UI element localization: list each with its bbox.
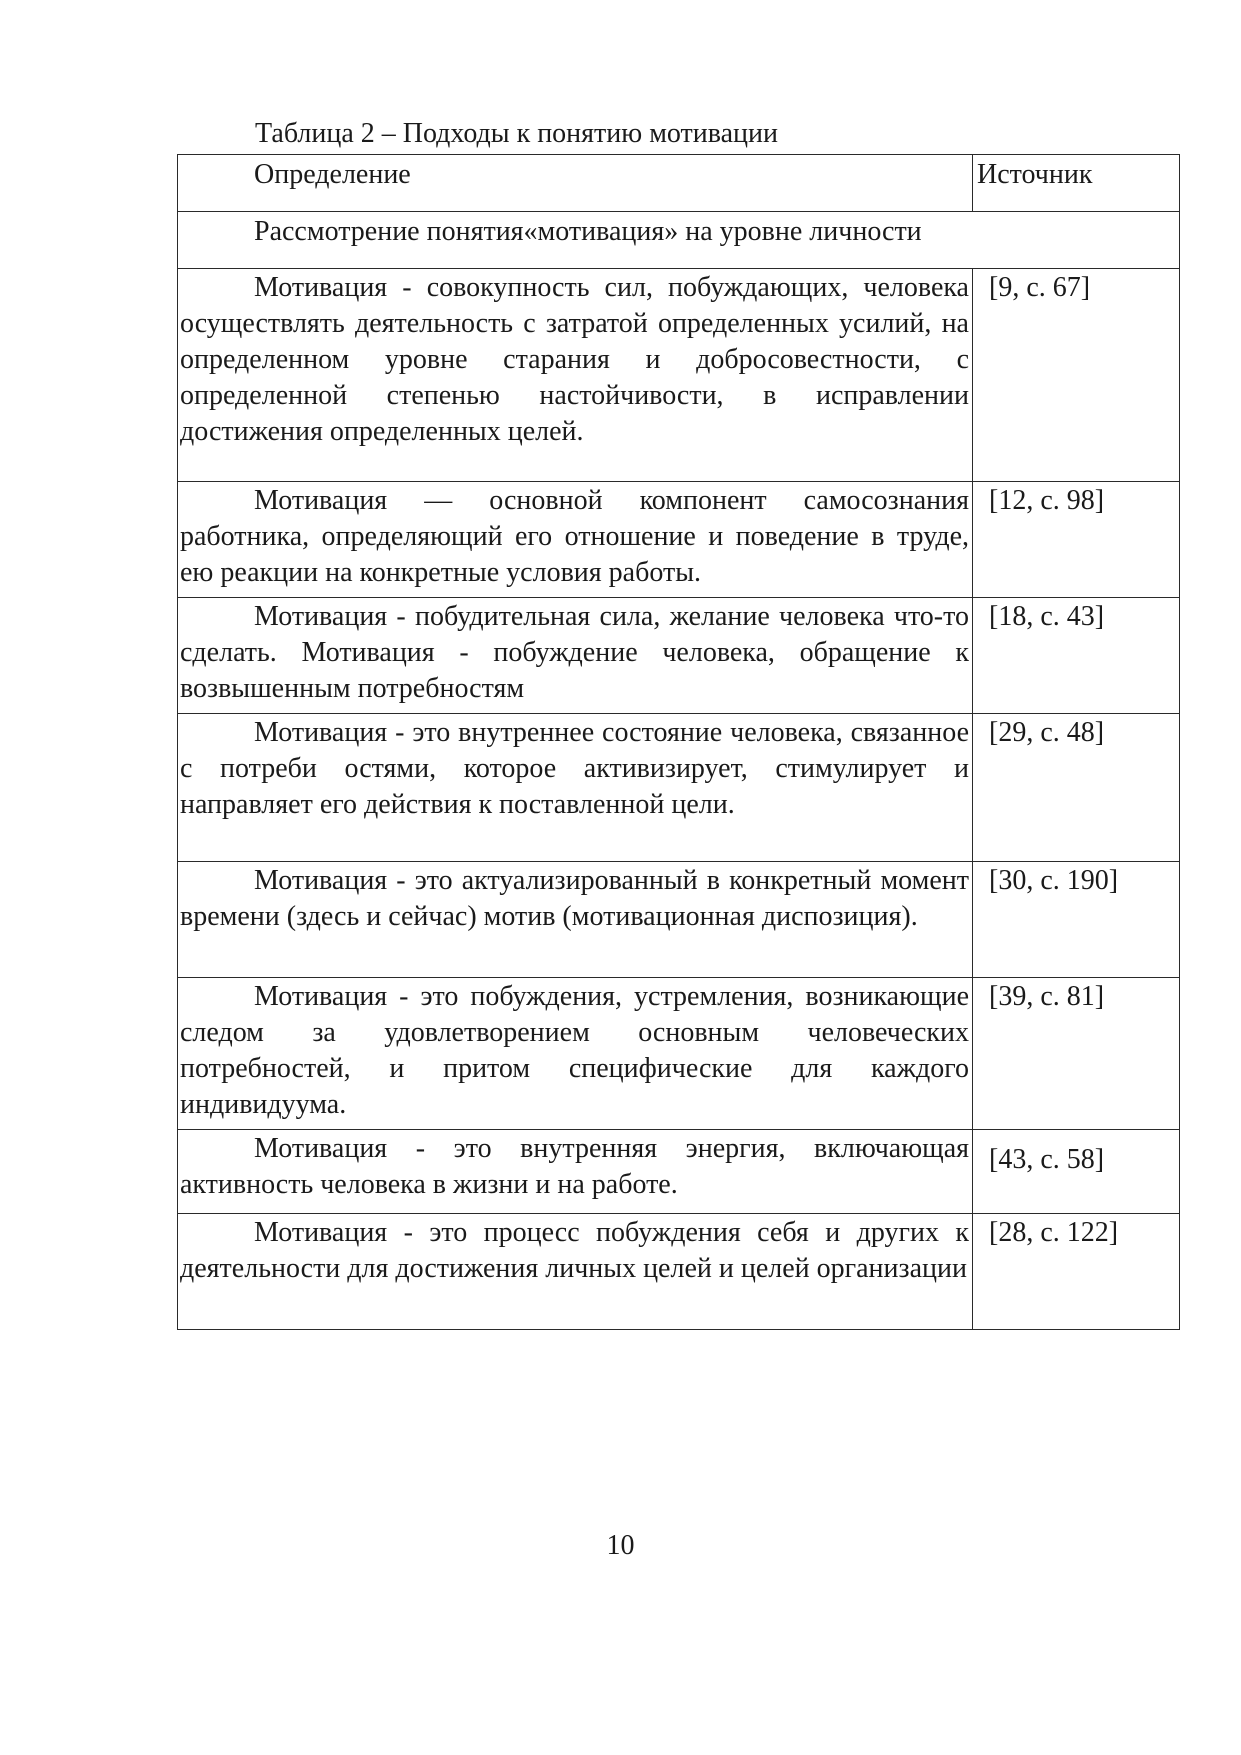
section-title: Рассмотрение понятия«мотивация» на уровне личности <box>178 212 1180 269</box>
definition-cell: Мотивация - это внутреннее состояние человека, связанное с потреби остями, которое активизирует, стимулирует и направляет его действия к поставленной цели. <box>178 714 973 862</box>
definition-cell: Мотивация - это побуждения, устремления, возникающие следом за удовлетворением основным человеческих потребностей, и притом специфические для каждого индивидуума. <box>178 978 973 1130</box>
table-row <box>178 862 1180 978</box>
definition-cell: Мотивация - это актуализированный в конкретный момент времени (здесь и сейчас) мотив (мотивационная диспозиция). <box>178 862 973 978</box>
source-cell: [9, с. 67] <box>973 269 1180 482</box>
source-cell: [39, с. 81] <box>973 978 1180 1130</box>
source-cell: [30, с. 190] <box>973 862 1180 978</box>
table-caption: Таблица 2 – Подходы к понятию мотивации <box>255 118 778 149</box>
definition-cell: Мотивация - это процесс побуждения себя и других к деятельности для достижения личных целей и целей организации <box>178 1214 973 1330</box>
header-source: Источник <box>973 155 1180 212</box>
definition-cell: Мотивация - это внутренняя энергия, включающая активность человека в жизни и на работе. <box>178 1130 973 1214</box>
table-header-row <box>178 155 1180 212</box>
source-cell: [28, с. 122] <box>973 1214 1180 1330</box>
table-row <box>178 714 1180 862</box>
table-row <box>178 598 1180 714</box>
definition-cell: Мотивация - совокупность сил, побуждающих, человека осуществлять деятельность с затратой определенных усилий, на определенном уровне старания и добросовестности, с определенной степенью настойчивости, в исправлении достижения определенных целей. <box>178 269 973 482</box>
table-row <box>178 269 1180 482</box>
motivation-definitions-table <box>177 154 1180 1330</box>
table-row <box>178 482 1180 598</box>
source-cell: [18, с. 43] <box>973 598 1180 714</box>
page-number: 10 <box>606 1530 635 1561</box>
section-row <box>178 212 1180 269</box>
source-cell: [29, с. 48] <box>973 714 1180 862</box>
table-row <box>178 1130 1180 1214</box>
source-cell: [43, с. 58] <box>973 1130 1180 1214</box>
table-row <box>178 978 1180 1130</box>
table-row <box>178 1214 1180 1330</box>
source-cell: [12, с. 98] <box>973 482 1180 598</box>
definition-cell: Мотивация - побудительная сила, желание человека что-то сделать. Мотивация - побуждение человека, обращение к возвышенным потребностям <box>178 598 973 714</box>
header-definition: Определение <box>178 155 973 212</box>
definition-cell: Мотивация — основной компонент самосознания работника, определяющий его отношение и поведение в труде, ею реакции на конкретные условия работы. <box>178 482 973 598</box>
